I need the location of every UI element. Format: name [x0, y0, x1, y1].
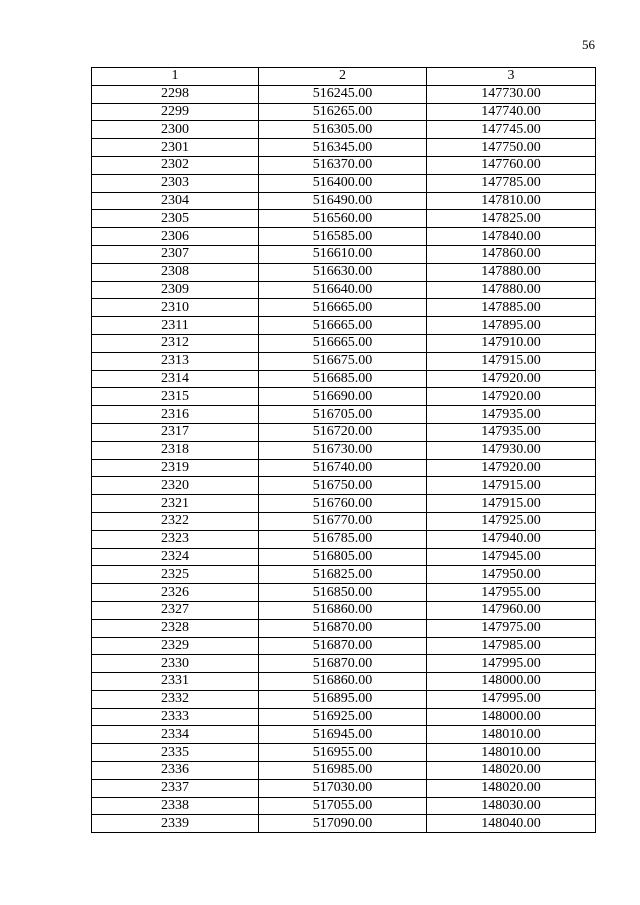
table-row — [92, 370, 596, 388]
x-coordinate-cell: 516785.00 — [259, 530, 427, 548]
table-row — [92, 708, 596, 726]
y-coordinate-cell: 148010.00 — [427, 726, 596, 744]
table-row — [92, 512, 596, 530]
point-number-cell: 2311 — [92, 317, 259, 335]
table-row — [92, 85, 596, 103]
point-number-cell: 2334 — [92, 726, 259, 744]
x-coordinate-cell: 516805.00 — [259, 548, 427, 566]
column-header-2: 2 — [259, 68, 427, 86]
x-coordinate-cell: 516490.00 — [259, 192, 427, 210]
table-row — [92, 156, 596, 174]
x-coordinate-cell: 516400.00 — [259, 174, 427, 192]
point-number-cell: 2325 — [92, 566, 259, 584]
column-header-3: 3 — [427, 68, 596, 86]
coordinates-table — [91, 67, 596, 833]
x-coordinate-cell: 516685.00 — [259, 370, 427, 388]
y-coordinate-cell: 147750.00 — [427, 139, 596, 157]
point-number-cell: 2319 — [92, 459, 259, 477]
point-number-cell: 2324 — [92, 548, 259, 566]
point-number-cell: 2336 — [92, 762, 259, 780]
table-row — [92, 655, 596, 673]
point-number-cell: 2304 — [92, 192, 259, 210]
y-coordinate-cell: 148000.00 — [427, 708, 596, 726]
table-row — [92, 726, 596, 744]
x-coordinate-cell: 516345.00 — [259, 139, 427, 157]
y-coordinate-cell: 147730.00 — [427, 85, 596, 103]
table-row — [92, 815, 596, 833]
table-row — [92, 334, 596, 352]
table-row — [92, 530, 596, 548]
y-coordinate-cell: 147810.00 — [427, 192, 596, 210]
point-number-cell: 2331 — [92, 673, 259, 691]
table-body — [92, 85, 596, 832]
y-coordinate-cell: 147915.00 — [427, 352, 596, 370]
point-number-cell: 2317 — [92, 423, 259, 441]
y-coordinate-cell: 147950.00 — [427, 566, 596, 584]
x-coordinate-cell: 516585.00 — [259, 228, 427, 246]
y-coordinate-cell: 147975.00 — [427, 619, 596, 637]
table-row — [92, 245, 596, 263]
x-coordinate-cell: 516610.00 — [259, 245, 427, 263]
y-coordinate-cell: 147935.00 — [427, 406, 596, 424]
point-number-cell: 2305 — [92, 210, 259, 228]
x-coordinate-cell: 516945.00 — [259, 726, 427, 744]
y-coordinate-cell: 148040.00 — [427, 815, 596, 833]
point-number-cell: 2303 — [92, 174, 259, 192]
y-coordinate-cell: 148020.00 — [427, 762, 596, 780]
y-coordinate-cell: 147945.00 — [427, 548, 596, 566]
y-coordinate-cell: 147840.00 — [427, 228, 596, 246]
table-row — [92, 228, 596, 246]
table-row — [92, 139, 596, 157]
point-number-cell: 2315 — [92, 388, 259, 406]
x-coordinate-cell: 516760.00 — [259, 495, 427, 513]
x-coordinate-cell: 516630.00 — [259, 263, 427, 281]
x-coordinate-cell: 516665.00 — [259, 299, 427, 317]
point-number-cell: 2323 — [92, 530, 259, 548]
point-number-cell: 2328 — [92, 619, 259, 637]
x-coordinate-cell: 516985.00 — [259, 762, 427, 780]
table-row — [92, 619, 596, 637]
point-number-cell: 2339 — [92, 815, 259, 833]
table-row — [92, 299, 596, 317]
point-number-cell: 2306 — [92, 228, 259, 246]
y-coordinate-cell: 147885.00 — [427, 299, 596, 317]
table-row — [92, 352, 596, 370]
y-coordinate-cell: 147985.00 — [427, 637, 596, 655]
point-number-cell: 2318 — [92, 441, 259, 459]
x-coordinate-cell: 516665.00 — [259, 317, 427, 335]
point-number-cell: 2338 — [92, 797, 259, 815]
y-coordinate-cell: 147920.00 — [427, 388, 596, 406]
table-row — [92, 495, 596, 513]
y-coordinate-cell: 147825.00 — [427, 210, 596, 228]
table-row — [92, 281, 596, 299]
y-coordinate-cell: 147745.00 — [427, 121, 596, 139]
x-coordinate-cell: 516265.00 — [259, 103, 427, 121]
y-coordinate-cell: 147995.00 — [427, 690, 596, 708]
y-coordinate-cell: 148000.00 — [427, 673, 596, 691]
table-header-row — [92, 68, 596, 86]
table-row — [92, 317, 596, 335]
x-coordinate-cell: 516770.00 — [259, 512, 427, 530]
table-row — [92, 744, 596, 762]
table-row — [92, 548, 596, 566]
table-row — [92, 477, 596, 495]
table-row — [92, 388, 596, 406]
y-coordinate-cell: 148010.00 — [427, 744, 596, 762]
y-coordinate-cell: 147935.00 — [427, 423, 596, 441]
y-coordinate-cell: 147895.00 — [427, 317, 596, 335]
table-row — [92, 762, 596, 780]
y-coordinate-cell: 147920.00 — [427, 459, 596, 477]
point-number-cell: 2309 — [92, 281, 259, 299]
point-number-cell: 2332 — [92, 690, 259, 708]
table-row — [92, 779, 596, 797]
y-coordinate-cell: 147760.00 — [427, 156, 596, 174]
x-coordinate-cell: 516720.00 — [259, 423, 427, 441]
point-number-cell: 2316 — [92, 406, 259, 424]
point-number-cell: 2301 — [92, 139, 259, 157]
y-coordinate-cell: 147740.00 — [427, 103, 596, 121]
table-row — [92, 441, 596, 459]
table-row — [92, 566, 596, 584]
y-coordinate-cell: 148030.00 — [427, 797, 596, 815]
point-number-cell: 2313 — [92, 352, 259, 370]
x-coordinate-cell: 516870.00 — [259, 637, 427, 655]
table-row — [92, 637, 596, 655]
column-header-1: 1 — [92, 68, 259, 86]
x-coordinate-cell: 516825.00 — [259, 566, 427, 584]
table-row — [92, 103, 596, 121]
x-coordinate-cell: 516705.00 — [259, 406, 427, 424]
table-row — [92, 797, 596, 815]
table-row — [92, 690, 596, 708]
table-row — [92, 210, 596, 228]
x-coordinate-cell: 516305.00 — [259, 121, 427, 139]
table-row — [92, 584, 596, 602]
point-number-cell: 2322 — [92, 512, 259, 530]
point-number-cell: 2333 — [92, 708, 259, 726]
point-number-cell: 2300 — [92, 121, 259, 139]
table-row — [92, 601, 596, 619]
point-number-cell: 2321 — [92, 495, 259, 513]
point-number-cell: 2337 — [92, 779, 259, 797]
table-row — [92, 174, 596, 192]
y-coordinate-cell: 147880.00 — [427, 263, 596, 281]
y-coordinate-cell: 147920.00 — [427, 370, 596, 388]
table-row — [92, 673, 596, 691]
x-coordinate-cell: 516665.00 — [259, 334, 427, 352]
x-coordinate-cell: 517055.00 — [259, 797, 427, 815]
y-coordinate-cell: 147915.00 — [427, 477, 596, 495]
x-coordinate-cell: 516245.00 — [259, 85, 427, 103]
y-coordinate-cell: 147915.00 — [427, 495, 596, 513]
x-coordinate-cell: 516730.00 — [259, 441, 427, 459]
x-coordinate-cell: 516925.00 — [259, 708, 427, 726]
x-coordinate-cell: 516690.00 — [259, 388, 427, 406]
point-number-cell: 2298 — [92, 85, 259, 103]
x-coordinate-cell: 516370.00 — [259, 156, 427, 174]
table-row — [92, 459, 596, 477]
y-coordinate-cell: 147940.00 — [427, 530, 596, 548]
x-coordinate-cell: 516850.00 — [259, 584, 427, 602]
point-number-cell: 2302 — [92, 156, 259, 174]
y-coordinate-cell: 147860.00 — [427, 245, 596, 263]
point-number-cell: 2307 — [92, 245, 259, 263]
x-coordinate-cell: 516860.00 — [259, 673, 427, 691]
y-coordinate-cell: 147995.00 — [427, 655, 596, 673]
y-coordinate-cell: 147910.00 — [427, 334, 596, 352]
y-coordinate-cell: 147925.00 — [427, 512, 596, 530]
page-number: 56 — [582, 37, 595, 52]
point-number-cell: 2330 — [92, 655, 259, 673]
table-row — [92, 406, 596, 424]
point-number-cell: 2299 — [92, 103, 259, 121]
y-coordinate-cell: 147960.00 — [427, 601, 596, 619]
y-coordinate-cell: 147880.00 — [427, 281, 596, 299]
y-coordinate-cell: 147785.00 — [427, 174, 596, 192]
x-coordinate-cell: 517090.00 — [259, 815, 427, 833]
point-number-cell: 2312 — [92, 334, 259, 352]
x-coordinate-cell: 516560.00 — [259, 210, 427, 228]
point-number-cell: 2329 — [92, 637, 259, 655]
table-row — [92, 121, 596, 139]
x-coordinate-cell: 516675.00 — [259, 352, 427, 370]
x-coordinate-cell: 516640.00 — [259, 281, 427, 299]
table-row — [92, 192, 596, 210]
table-row — [92, 263, 596, 281]
x-coordinate-cell: 516955.00 — [259, 744, 427, 762]
y-coordinate-cell: 147930.00 — [427, 441, 596, 459]
table-row — [92, 423, 596, 441]
point-number-cell: 2335 — [92, 744, 259, 762]
x-coordinate-cell: 516870.00 — [259, 619, 427, 637]
y-coordinate-cell: 147955.00 — [427, 584, 596, 602]
x-coordinate-cell: 517030.00 — [259, 779, 427, 797]
point-number-cell: 2314 — [92, 370, 259, 388]
point-number-cell: 2327 — [92, 601, 259, 619]
x-coordinate-cell: 516750.00 — [259, 477, 427, 495]
point-number-cell: 2310 — [92, 299, 259, 317]
point-number-cell: 2308 — [92, 263, 259, 281]
point-number-cell: 2320 — [92, 477, 259, 495]
y-coordinate-cell: 148020.00 — [427, 779, 596, 797]
x-coordinate-cell: 516740.00 — [259, 459, 427, 477]
x-coordinate-cell: 516870.00 — [259, 655, 427, 673]
x-coordinate-cell: 516860.00 — [259, 601, 427, 619]
x-coordinate-cell: 516895.00 — [259, 690, 427, 708]
point-number-cell: 2326 — [92, 584, 259, 602]
